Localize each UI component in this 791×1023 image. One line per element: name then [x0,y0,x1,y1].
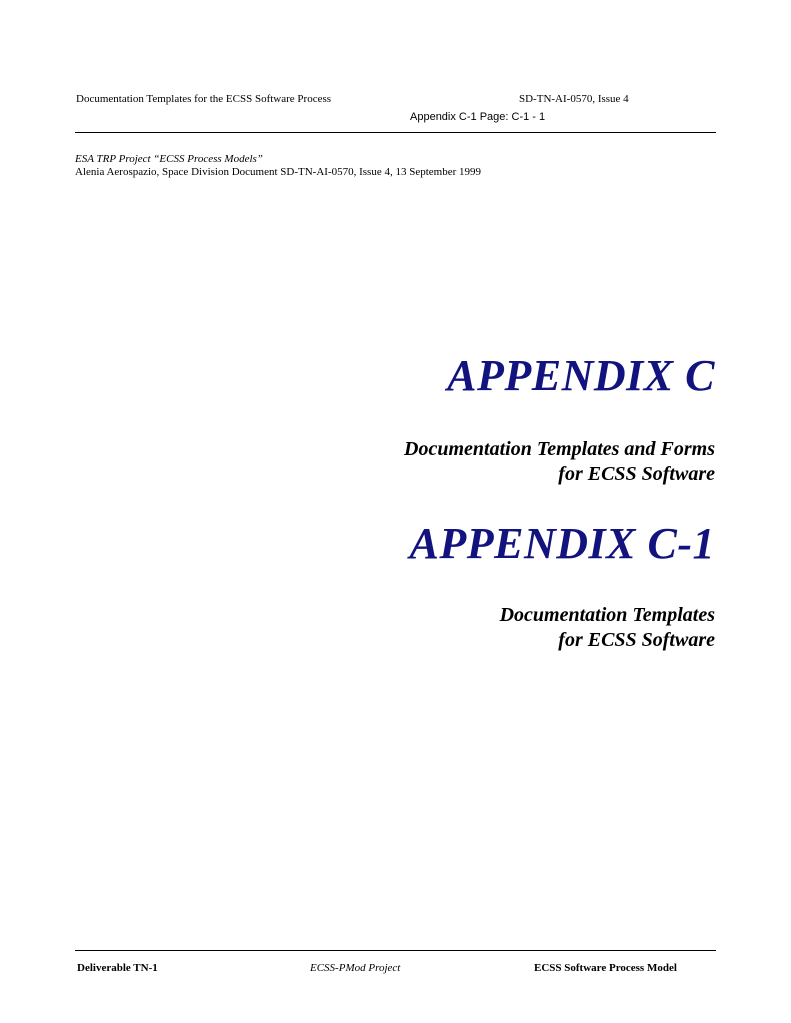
header-doc-id: SD-TN-AI-0570, Issue 4 [519,93,629,105]
project-line: ESA TRP Project “ECSS Process Models” [75,153,263,165]
appendix-c1-subtitle [500,603,715,653]
footer-model: ECSS Software Process Model [534,962,677,974]
footer-deliverable: Deliverable TN-1 [77,962,158,974]
header-divider [75,132,716,133]
appendix-c-subtitle-line1: Documentation Templates and Forms [404,438,715,460]
header-page-ref: Appendix C-1 Page: C-1 - 1 [410,111,546,123]
appendix-c-subtitle-line2: for ECSS Software [558,463,715,485]
appendix-c-subtitle [404,437,715,487]
header-doc-title: Documentation Templates for the ECSS Software Process [76,93,332,105]
footer-divider [75,950,716,951]
footer-project: ECSS-PMod Project [310,962,401,974]
appendix-c1-title: APPENDIX C-1 [409,519,715,568]
appendix-c1-subtitle-line2: for ECSS Software [558,629,715,651]
appendix-c-title: APPENDIX C [447,351,715,400]
organization-line: Alenia Aerospazio, Space Division Document SD-TN-AI-0570, Issue 4, 13 September 1999 [75,166,482,178]
appendix-c1-subtitle-line1: Documentation Templates [499,604,715,626]
